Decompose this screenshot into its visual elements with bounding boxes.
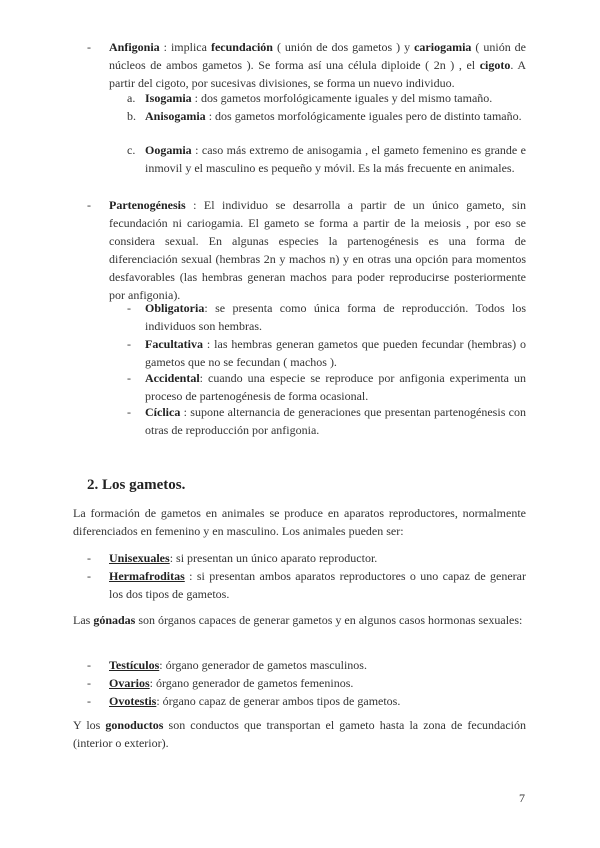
text: : El individuo se desarrolla a partir de un único gameto, sin fecundación ni cariogamia. El gameto se forma a partir de la meiosis , por eso se considera sexual. En algunas especies la partenogénesis es una forma de diferenciación sexual (hembras 2n y machos n) y en otras una opción para momentos desfavorables (las hembras generan machos para poder reproducirse posteriormente por anfigonia). xyxy=(109,198,526,302)
list-marker: a. xyxy=(127,91,136,105)
bullet: - xyxy=(87,40,91,54)
page-number: 7 xyxy=(519,791,525,805)
term-partenogenesis: Partenogénesis xyxy=(109,198,186,212)
text: Las xyxy=(73,613,94,627)
list-item-ovotestis xyxy=(109,692,526,710)
term-anfigonia: Anfigonia xyxy=(109,40,160,54)
term-cariogamia: cariogamia xyxy=(414,40,472,54)
intro-paragraph: La formación de gametos en animales se produce en aparatos reproductores, normalmente diferenciados en femenino y en masculino. Los animales pueden ser: xyxy=(73,506,526,538)
term-gonoductos: gonoductos xyxy=(105,718,164,732)
list-item-obligatoria xyxy=(145,299,526,335)
text: : órgano generador de gametos masculinos. xyxy=(159,658,367,672)
text: : las hembras generan gametos que pueden fecundar (hembras) o gametos que no se fecundan ( machos ). xyxy=(145,337,526,369)
term-hermafroditas: Hermafroditas xyxy=(109,569,185,583)
list-marker: b. xyxy=(127,109,136,123)
term-oogamia: Oogamia xyxy=(145,143,192,157)
term-ovotestis: Ovotestis xyxy=(109,694,157,708)
list-marker: - xyxy=(127,405,131,419)
anfigonia-paragraph xyxy=(109,38,526,92)
text: : cuando una especie se reproduce por anfigonia experimenta un proceso de partenogénesis de forma ocasional. xyxy=(145,371,526,403)
list-item-accidental xyxy=(145,369,526,405)
partenogenesis-paragraph xyxy=(109,196,526,304)
text: : supone alternancia de generaciones que presentan partenogénesis con otras de reproducción por anfigonia. xyxy=(145,405,526,437)
list-item-unisexuales xyxy=(109,549,526,567)
section-heading: 2. Los gametos. xyxy=(87,477,186,493)
text: : órgano generador de gametos femeninos. xyxy=(149,676,354,690)
text: : dos gametos morfológicamente iguales pero de distinto tamaño. xyxy=(205,109,522,123)
term-ciclica: Cíclica xyxy=(145,405,181,419)
list-item-hermafroditas xyxy=(109,567,526,603)
gonoductos-paragraph xyxy=(73,716,526,752)
list-marker: - xyxy=(87,676,91,690)
text: : caso más extremo de anisogamia , el gameto femenino es grande e inmovil y el masculino es pequeño y móvil. Es la más frecuente en animales. xyxy=(145,143,526,175)
term-gonadas: gónadas xyxy=(93,613,136,627)
list-marker: - xyxy=(127,371,131,385)
list-marker: - xyxy=(87,551,91,565)
list-marker: - xyxy=(127,301,131,315)
text: ( unión de núcleos de ambos gametos ). Se forma así una célula diploide ( 2n ) , el xyxy=(109,40,527,72)
list-marker: c. xyxy=(127,143,136,157)
text: : si presentan un único aparato reproductor. xyxy=(169,551,378,565)
list-item-facultativa xyxy=(145,335,526,371)
term-testiculos: Testículos xyxy=(109,658,160,672)
term-isogamia: Isogamia xyxy=(145,91,192,105)
term-fecundacion: fecundación xyxy=(210,40,273,54)
text: : se presenta como única forma de reproducción. Todos los individuos son hembras. xyxy=(145,301,526,333)
text: son órganos capaces de generar gametos y en algunos casos hormonas sexuales: xyxy=(135,613,523,627)
text: Y los xyxy=(73,718,106,732)
list-item-ovarios xyxy=(109,674,526,692)
list-item-ciclica xyxy=(145,403,526,439)
text: son conductos que transportan el gameto hasta la zona de fecundación (interior o exterior). xyxy=(73,718,527,750)
term-unisexuales: Unisexuales xyxy=(109,551,170,565)
term-ovarios: Ovarios xyxy=(109,676,150,690)
gonadas-paragraph xyxy=(73,611,526,629)
term-cigoto: cigoto xyxy=(479,58,511,72)
text: . A partir del cigoto, por sucesivas divisiones, se forma un nuevo individuo. xyxy=(109,58,526,90)
term-facultativa: Facultativa xyxy=(145,337,203,351)
list-marker: - xyxy=(87,694,91,708)
list-marker: - xyxy=(127,337,131,351)
text: : órgano capaz de generar ambos tipos de gametos. xyxy=(156,694,401,708)
term-anisogamia: Anisogamia xyxy=(145,109,206,123)
text: : si presentan ambos aparatos reproductores o uno capaz de generar los dos tipos de gametos. xyxy=(109,569,526,601)
text: ( unión de dos gametos ) y xyxy=(272,40,415,54)
list-item-oogamia xyxy=(145,141,526,177)
bullet: - xyxy=(87,198,91,212)
list-marker: - xyxy=(87,569,91,583)
term-accidental: Accidental xyxy=(145,371,200,385)
list-item-testiculos xyxy=(109,656,526,674)
list-item-isogamia xyxy=(145,89,526,107)
list-marker: - xyxy=(87,658,91,672)
term-obligatoria: Obligatoria xyxy=(145,301,205,315)
text: : dos gametos morfológicamente iguales y del mismo tamaño. xyxy=(191,91,493,105)
text: : implica xyxy=(159,40,211,54)
list-item-anisogamia xyxy=(145,107,526,125)
